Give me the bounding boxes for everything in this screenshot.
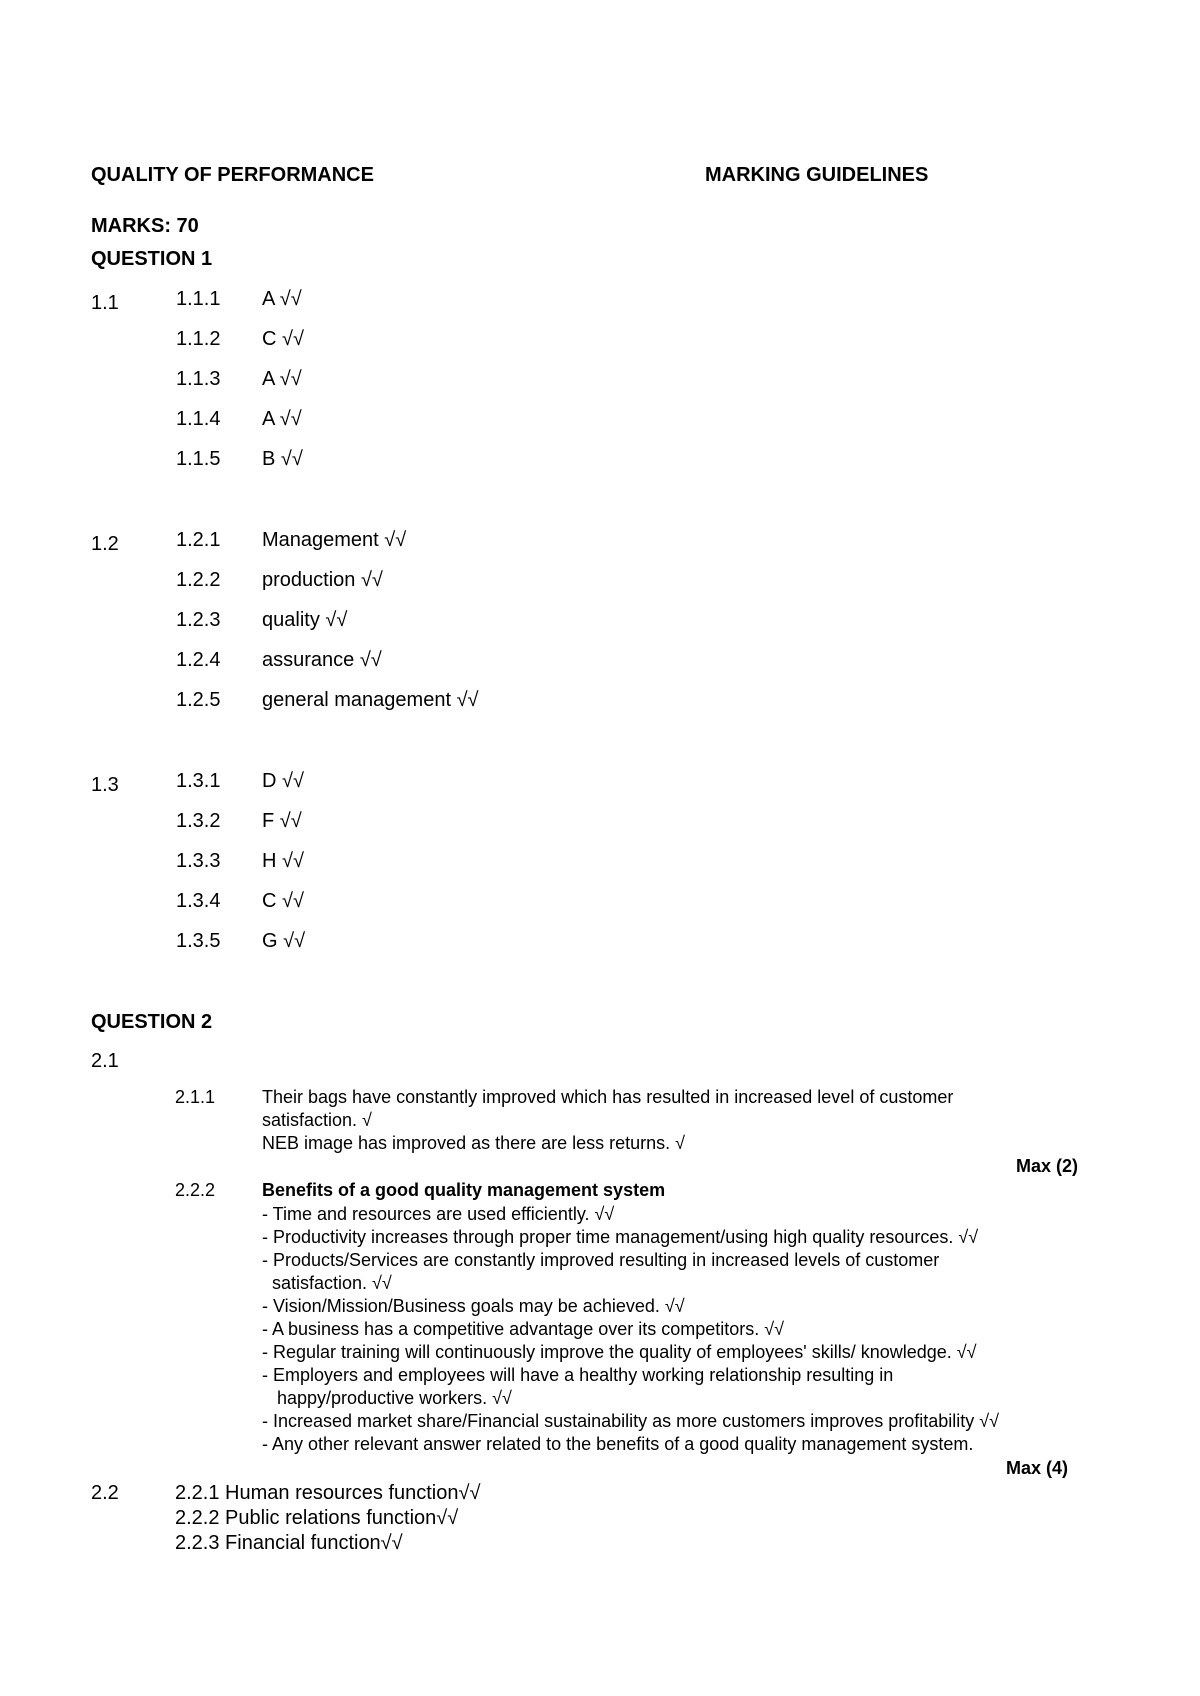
question-2-heading: QUESTION 2: [91, 1011, 213, 1033]
answer-line: NEB image has improved as there are less returns. √: [262, 1133, 686, 1153]
bullet-line: - Products/Services are constantly improved resulting in increased levels of customer: [262, 1250, 940, 1270]
answer-text: C √√: [262, 890, 304, 912]
bullet-line: satisfaction. √√: [262, 1273, 392, 1293]
bullet-line: - Regular training will continuously improve the quality of employees' skills/ knowledge. √√: [262, 1342, 977, 1362]
answer-line: Their bags have constantly improved which has resulted in increased level of customer: [262, 1087, 954, 1107]
answer-text: production √√: [262, 569, 383, 591]
page-title: QUALITY OF PERFORMANCE: [91, 164, 374, 186]
section-number: 1.3: [91, 774, 119, 796]
answer-text: assurance √√: [262, 649, 382, 671]
bullet-line: - Employers and employees will have a healthy working relationship resulting in: [262, 1365, 894, 1385]
bullet-line: - Any other relevant answer related to the benefits of a good quality management system.: [262, 1434, 974, 1454]
item-number: 1.1.2: [176, 328, 221, 350]
max-marks: Max (2): [1015, 1156, 1078, 1176]
item-number: 1.3.5: [176, 930, 221, 952]
bullet-line: - Time and resources are used efficiently. √√: [262, 1204, 615, 1224]
answer-text: Management √√: [262, 529, 407, 551]
item-number: 1.2.2: [176, 569, 221, 591]
item-number: 1.3.4: [176, 890, 221, 912]
section-number: 1.1: [91, 292, 119, 314]
item-number: 1.3.3: [176, 850, 221, 872]
answer-text: A √√: [262, 408, 302, 430]
question-1-heading: QUESTION 1: [91, 248, 213, 270]
item-number: 1.2.4: [176, 649, 221, 671]
answer-title: Benefits of a good quality management system: [262, 1180, 666, 1200]
item-number: 2.1.1: [175, 1087, 216, 1107]
item-number: 1.1.3: [176, 368, 221, 390]
answer-line: 2.2.2 Public relations function√√: [175, 1507, 459, 1529]
bullet-line: happy/productive workers. √√: [262, 1388, 512, 1408]
answer-text: G √√: [262, 930, 306, 952]
answer-line: satisfaction. √: [262, 1110, 372, 1130]
item-number: 1.3.1: [176, 770, 221, 792]
bullet-line: - A business has a competitive advantage over its competitors. √√: [262, 1319, 785, 1339]
item-number: 1.1.1: [176, 288, 221, 310]
answer-text: H √√: [262, 850, 304, 872]
section-number: 2.1: [91, 1050, 119, 1072]
item-number: 1.3.2: [176, 810, 221, 832]
max-marks: Max (4): [1005, 1458, 1068, 1478]
item-number: 2.2.2: [175, 1180, 216, 1200]
item-number: 1.2.5: [176, 689, 221, 711]
item-number: 1.1.4: [176, 408, 221, 430]
item-number: 1.2.1: [176, 529, 221, 551]
bullet-line: - Vision/Mission/Business goals may be achieved. √√: [262, 1296, 685, 1316]
document-type: MARKING GUIDELINES: [705, 164, 929, 186]
answer-text: quality √√: [262, 609, 348, 631]
answer-text: D √√: [262, 770, 304, 792]
marks-total: MARKS: 70: [91, 215, 199, 237]
answer-text: A √√: [262, 288, 302, 310]
answer-text: A √√: [262, 368, 302, 390]
section-number: 1.2: [91, 533, 119, 555]
answer-line: 2.2.3 Financial function√√: [175, 1532, 403, 1554]
bullet-line: - Increased market share/Financial sustainability as more customers improves profitability √√: [262, 1411, 1000, 1431]
bullet-line: - Productivity increases through proper time management/using high quality resources. √√: [262, 1227, 979, 1247]
section-number: 2.2: [91, 1482, 119, 1504]
answer-text: B √√: [262, 448, 303, 470]
item-number: 1.2.3: [176, 609, 221, 631]
answer-line: 2.2.1 Human resources function√√: [175, 1482, 481, 1504]
answer-text: general management √√: [262, 689, 479, 711]
answer-text: F √√: [262, 810, 302, 832]
answer-text: C √√: [262, 328, 304, 350]
item-number: 1.1.5: [176, 448, 221, 470]
